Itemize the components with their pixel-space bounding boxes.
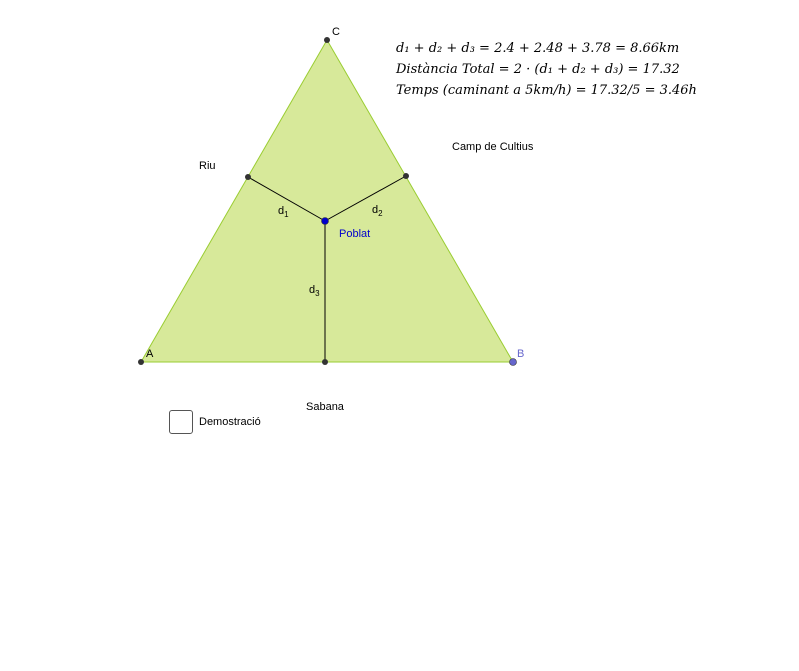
checkbox-label: Demostració bbox=[199, 416, 261, 428]
foot-point-camp bbox=[403, 173, 409, 179]
point-poblat[interactable] bbox=[322, 218, 329, 225]
foot-point-riu bbox=[245, 174, 251, 180]
foot-point-sabana bbox=[322, 359, 328, 365]
label-d3: $d_3$ bbox=[309, 284, 320, 298]
label-camp: Camp de Cultius bbox=[452, 141, 534, 153]
label-b: B bbox=[517, 348, 525, 360]
point-b[interactable] bbox=[510, 359, 517, 366]
label-d2: $d_2$ bbox=[372, 204, 383, 218]
checkbox-box[interactable] bbox=[169, 410, 193, 434]
point-a[interactable] bbox=[138, 359, 144, 365]
label-sabana: Sabana bbox=[306, 401, 344, 413]
demostracio-checkbox[interactable] bbox=[169, 410, 261, 434]
label-riu: Riu bbox=[199, 160, 216, 172]
label-a: A bbox=[146, 348, 154, 360]
label-poblat: Poblat bbox=[339, 228, 371, 240]
label-d1: $d_1$ bbox=[278, 205, 289, 219]
equation-sum: d₁ + d₂ + d₃ = 2.4 + 2.48 + 3.78 = 8.66km bbox=[396, 41, 680, 56]
equation-time: Temps (caminant a 5km/h) = 17.32/5 = 3.46h bbox=[396, 83, 697, 98]
label-c: C bbox=[332, 26, 340, 38]
point-c[interactable] bbox=[324, 37, 330, 43]
equation-total-distance: Distància Total = 2 · (d₁ + d₂ + d₃) = 17.32 bbox=[396, 62, 680, 77]
